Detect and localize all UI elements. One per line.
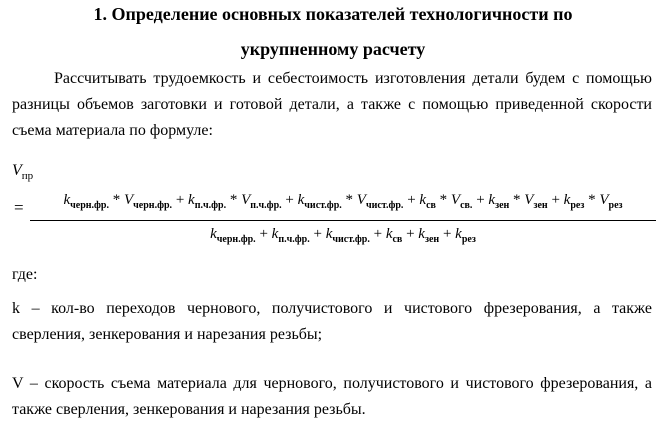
- v-subscript: черн.фр.: [133, 200, 173, 211]
- v-variable: V: [450, 192, 461, 208]
- denominator-term: [455, 226, 476, 245]
- numerator-term: [63, 192, 173, 211]
- denominator-term: [418, 226, 440, 245]
- where-label: где:: [12, 266, 38, 283]
- plus-sign: +: [439, 226, 456, 242]
- v-subscript: рез: [608, 200, 623, 211]
- k-subscript: п.ч.фр.: [194, 200, 227, 211]
- multiply-sign: *: [226, 192, 242, 208]
- k-variable: k: [418, 226, 425, 242]
- formula-denominator: [30, 224, 656, 250]
- k-variable: k: [563, 192, 571, 208]
- plus-sign: +: [309, 226, 326, 242]
- multiply-sign: *: [509, 192, 525, 208]
- intro-text: Рассчитывать трудоемкость и себестоимость изготовления детали будем с помощью разницы объемов заготовки и готовой детали, а также с помощью приведенной скорости съема материала по формуле:: [12, 70, 652, 139]
- k-subscript: рез: [570, 200, 585, 211]
- k-variable: k: [325, 226, 333, 242]
- multiply-sign: *: [109, 192, 124, 208]
- k-subscript: чист.фр.: [304, 200, 342, 211]
- v-variable: V: [241, 192, 251, 208]
- equals-sign: =: [14, 198, 24, 217]
- k-variable: k: [297, 192, 305, 208]
- numerator-term: [563, 192, 623, 211]
- denominator-term: [210, 226, 256, 245]
- v-variable: V: [356, 192, 366, 208]
- heading-line-1: 1. Определение основных показателей технологичности по: [93, 4, 573, 24]
- plus-sign: +: [403, 192, 420, 208]
- definition-k: k – кол-во переходов чернового, получистового и чистового фрезерования, а также сверления, зенкерования и нарезания резьбы;: [12, 300, 652, 343]
- k-subscript: черн.фр.: [70, 200, 109, 211]
- v-variable: V: [124, 192, 134, 208]
- k-subscript: св: [426, 200, 436, 211]
- multiply-sign: *: [584, 192, 600, 208]
- denominator-term: [385, 226, 403, 245]
- k-subscript: св: [392, 234, 403, 245]
- k-variable: k: [63, 192, 71, 208]
- plus-sign: +: [369, 226, 386, 242]
- k-subscript: черн.фр.: [216, 234, 256, 245]
- v-subscript: св.: [460, 200, 473, 211]
- definition-v: V – скорость съема материала для чернового, получистового и чистового фрезерования, а также сверления, зенкерования и нарезания резьбы.: [12, 375, 652, 418]
- denominator-term: [271, 226, 310, 245]
- plus-sign: +: [547, 192, 564, 208]
- multiply-sign: *: [341, 192, 357, 208]
- k-subscript: чист.фр.: [332, 234, 370, 245]
- plus-sign: +: [472, 192, 489, 208]
- denominator-term: [325, 226, 370, 245]
- numerator-term: [297, 192, 404, 211]
- lhs-variable: V: [12, 162, 22, 179]
- numerator-term: [188, 192, 282, 211]
- k-variable: k: [488, 192, 496, 208]
- v-subscript: п.ч.фр.: [250, 200, 282, 211]
- v-subscript: зен: [533, 200, 548, 211]
- k-subscript: зен: [495, 200, 510, 211]
- fraction-bar: [30, 220, 656, 221]
- plus-sign: +: [281, 192, 298, 208]
- k-variable: k: [419, 192, 427, 208]
- plus-sign: +: [172, 192, 189, 208]
- v-variable: V: [524, 192, 534, 208]
- numerator-term: [419, 192, 473, 211]
- formula-fraction: [30, 190, 656, 250]
- k-variable: k: [210, 226, 217, 242]
- plus-sign: +: [402, 226, 419, 242]
- k-subscript: п.ч.фр.: [278, 234, 310, 245]
- numerator-term: [488, 192, 548, 211]
- k-variable: k: [188, 192, 195, 208]
- k-variable: k: [385, 226, 393, 242]
- v-variable: V: [599, 192, 609, 208]
- k-variable: k: [271, 226, 279, 242]
- lhs-subscript: пр: [21, 170, 34, 183]
- k-subscript: зен: [424, 234, 440, 245]
- heading-line-2: укрупненному расчету: [240, 39, 426, 59]
- k-variable: k: [455, 226, 462, 242]
- plus-sign: +: [255, 226, 272, 242]
- k-subscript: рез: [461, 234, 476, 245]
- formula-lhs: [12, 162, 33, 182]
- intro-paragraph: [12, 66, 652, 144]
- multiply-sign: *: [435, 192, 451, 208]
- formula-numerator: [30, 190, 656, 216]
- v-subscript: чист.фр.: [365, 200, 404, 211]
